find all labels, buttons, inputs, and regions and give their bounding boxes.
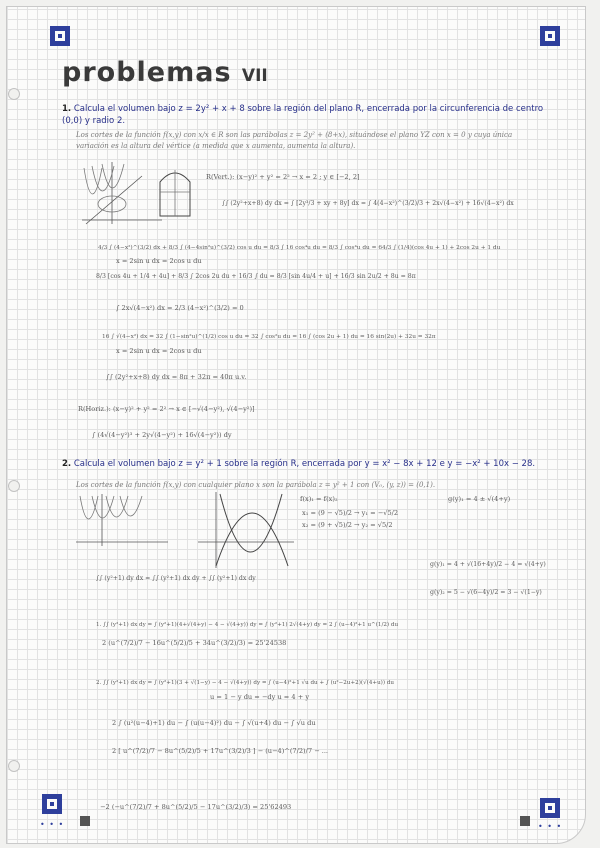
problem-2-line-6: g(y)₁ = 4 + √(16+4y)/2 − 4 = √(4+y)	[430, 561, 546, 568]
problem-1-text: Calcula el volumen bajo z = 2y² + x + 8 sobre la región del plano R, encerrada por la circunferencia de centro (0,0) y radio 2.	[62, 104, 544, 126]
problem-2-number: 2.	[62, 459, 72, 469]
page-title	[62, 57, 268, 88]
title-roman: VII	[241, 66, 268, 86]
problem-1-line-11: ∫ (4√(4−y²)³ + 2y√(4−y²) + 16√(4−y²)) dy	[92, 431, 232, 439]
problem-2-text: Calcula el volumen bajo z = y² + 1 sobre la región R, encerrada por y = x² − 8x + 12 e y = −x² + 10x − 28.	[73, 459, 536, 469]
problem-2-statement	[62, 458, 550, 470]
problem-1-statement	[62, 103, 550, 127]
binder-hole	[8, 480, 20, 492]
problem-1-line-7: 16 ∫ √(4−x²) dx = 32 ∫ (1−sin²u)^(1/2) cos u du = 32 ∫ cos²u du = 16 ∫ (cos 2u + 1) du = 16 sin(2u) + 32u = 32π	[102, 334, 436, 340]
problem-1-line-9: ∫∫ (2y²+x+8) dy dx = 8π + 32π = 40π u.v.	[106, 373, 247, 381]
binder-hole	[8, 760, 20, 772]
dots-right: • • •	[538, 822, 563, 831]
problem-2-line-9: 2 (u^(7/2)/7 − 16u^(5/2)/5 + 34u^(3/2)/3) = 25'24538	[102, 639, 287, 647]
problem-2-line-3: x₂ = (9 + √5)/2 → y₂ = √5/2	[302, 521, 393, 529]
problem-1-line-3: 4/3 ∫ (4−x²)^(3/2) dx + 8/3 ∫ (4−4sin²u)^(3/2) cos u du = 8/3 ∫ 16 cos⁴u du = 8/3 ∫ cos⁴u du = 64/3 ∫ (1/4)(cos 4u + 1) + 2cos 2u + 1 du	[98, 245, 501, 251]
problem-2-line-12: 2 ∫ (u²(u−4)+1) du − ∫ (u(u−4)²) du − ∫ √(u+4) du − ∫ √u du	[112, 719, 316, 727]
problem-1-line-8: x = 2sin u dx = 2cos u du	[116, 347, 202, 355]
binder-hole	[8, 88, 20, 100]
dots-left: • • •	[40, 820, 65, 829]
problem-2-line-11: u = 1 − y du = −dy u = 4 + y	[210, 693, 310, 701]
corner-mark-top-right	[540, 26, 560, 46]
corner-mark-top-left	[50, 26, 70, 46]
problem-1-line-1: R(Vert.): (x−y)² + y² = 2² → x = 2 ; y ∈ [−2, 2]	[206, 173, 360, 181]
problem-2-line-8: 1. ∫∫ (y²+1) dx dy = ∫ (y²+1)(4+√(4+y) − 4 − √(4+y)) dy = ∫ (y²+1) 2√(4+y) dy = 2 ∫ (u−4)²+1 u^(1/2) du	[96, 622, 399, 628]
problem-1-line-10: R(Horiz.): (x−y)² + y² = 2² → x ∈ [−√(4−y²), √(4−y²)]	[78, 405, 255, 413]
problem-1-note: Los cortes de la función f(x,y) con x/x ∈ R son las parábolas z = 2y² + (8+x), situándose el plano YZ con x = 0 y cuya única variación es la altura del vértice (a medida que x aumenta, aumenta la altura).	[76, 131, 513, 150]
black-square-left	[80, 816, 90, 826]
problem-2-note: Los cortes de la función f(x,y) con cualquier plano x son la parábola z = y² + 1 con (V₀, (y, z)) = (0,1).	[76, 481, 436, 489]
problem-2-line-13: 2 [ u^(7/2)/7 − 8u^(5/2)/5 + 17u^(3/2)/3 ] − (u−4)^(7/2)/7 − ...	[112, 747, 329, 755]
problem-2-sketch-parabolas	[72, 492, 172, 548]
problem-2-line-5: ∫∫ (y²+1) dy dx = ∫∫ (y²+1) dx dy + ∫∫ (y²+1) dx dy	[96, 575, 256, 582]
problem-2-line-14: −2 (−u^(7/2)/7 + 8u^(5/2)/5 − 17u^(3/2)/3) = 25'62493	[100, 803, 292, 811]
problem-1-line-2: ∫∫ (2y²+x+8) dy dx = ∫ [2y³/3 + xy + 8y] dx = ∫ 4(4−x²)^(3/2)/3 + 2x√(4−x²) + 16√(4−x²) dx	[222, 200, 514, 207]
problem-1-line-6: ∫ 2x√(4−x²) dx = 2/3 (4−x²)^(3/2) = 0	[116, 304, 244, 312]
problem-1-line-4: x = 2sin u dx = 2cos u du	[116, 257, 202, 265]
problem-2-line-2: x₁ = (9 − √5)/2 → y₁ = −√5/2	[302, 509, 399, 517]
corner-mark-bottom-right	[540, 798, 560, 818]
problem-2-line-4: g(y)₁ = 4 ± √(4+y)	[448, 495, 511, 503]
problem-2-region-sketch	[196, 490, 296, 570]
title-main: problemas	[62, 57, 232, 88]
problem-1-number: 1.	[62, 104, 72, 114]
problem-1-line-5: 8/3 [cos 4u + 1/4 + 4u] + 8/3 ∫ 2cos 2u du + 16/3 ∫ du = 8/3 [sin 4u/4 + u] + 16/3 sin 2u/2 + 8u = 8π	[96, 273, 416, 280]
problem-2-line-7: g(y)₂ = 5 − √(6−4y)/2 = 3 − √(1−y)	[430, 589, 542, 596]
problem-1-cylinder-sketch	[150, 162, 210, 220]
problem-2-line-10: 2. ∫∫ (y²+1) dx dy = ∫ (y²+1)(3 + √(1−y) − 4 − √(4+y)) dy = ∫ (u−4)²+1 √u du + ∫ (u²−2u+2)(√(4+u)) du	[96, 680, 395, 686]
problem-2-line-1: f(x)₁ = f(x)₂	[300, 495, 338, 503]
corner-mark-bottom-left	[42, 794, 62, 814]
black-square-right	[520, 816, 530, 826]
